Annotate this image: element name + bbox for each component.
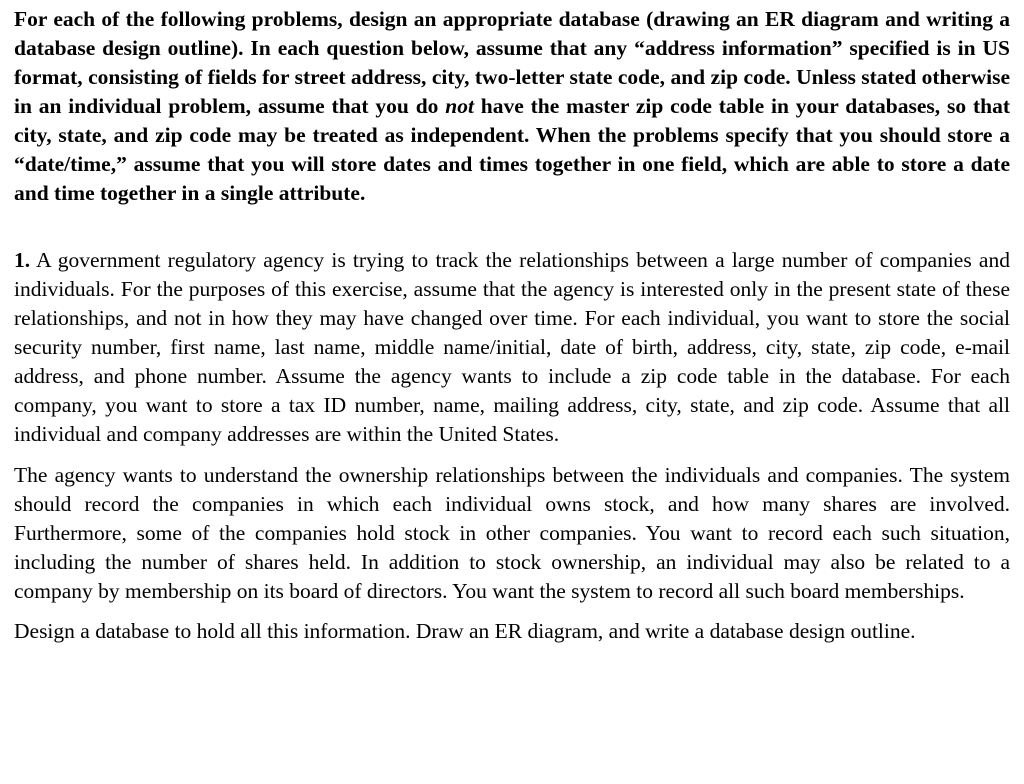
- instructions-text-part1: For each of the following problems, design an appropriate database (drawing an ER diagram and writing a database design outline). In each question below, assume that any “address information” specified is in US format, consisting of fields for street address, city, two-letter state code, and zip code. Unless stated otherwise in an individual problem, assume that you do: [14, 7, 1010, 118]
- problem-number: 1.: [14, 248, 31, 272]
- instructions-paragraph: [14, 5, 1010, 208]
- problem-1-paragraph-2: The agency wants to understand the ownership relationships between the individuals and companies. The system should record the companies in which each individual owns stock, and how many shares are involved. Furthermore, some of the companies hold stock in other companies. You want to record each such situation, including the number of shares held. In addition to stock ownership, an individual may also be related to a company by membership on its board of directors. You want the system to record all such board memberships.: [14, 463, 1010, 603]
- instructions-text-part2: have the master zip code table in your databases, so that city, state, and zip code may be treated as independent. When the problems specify that you should store a “date/time,” assume that you will store dates and times together in one field, which are able to store a date and time together in a single attribute.: [14, 94, 1010, 205]
- problem-1-text: A government regulatory agency is trying to track the relationships between a large number of companies and individuals. For the purposes of this exercise, assume that the agency is interested only in the present state of these relationships, and not in how they may have changed over time. For each individual, you want to store the social security number, first name, last name, middle name/initial, date of birth, address, city, state, zip code, e-mail address, and phone number. Assume the agency wants to include a zip code table in the database. For each company, you want to store a tax ID number, name, mailing address, city, state, and zip code. Assume that all individual and company addresses are within the United States.: [14, 248, 1010, 446]
- problem-1-paragraph-1: [14, 246, 1010, 449]
- instructions-emphasis: not: [445, 94, 474, 118]
- problem-1-closing: Design a database to hold all this information. Draw an ER diagram, and write a database design outline.: [14, 619, 916, 643]
